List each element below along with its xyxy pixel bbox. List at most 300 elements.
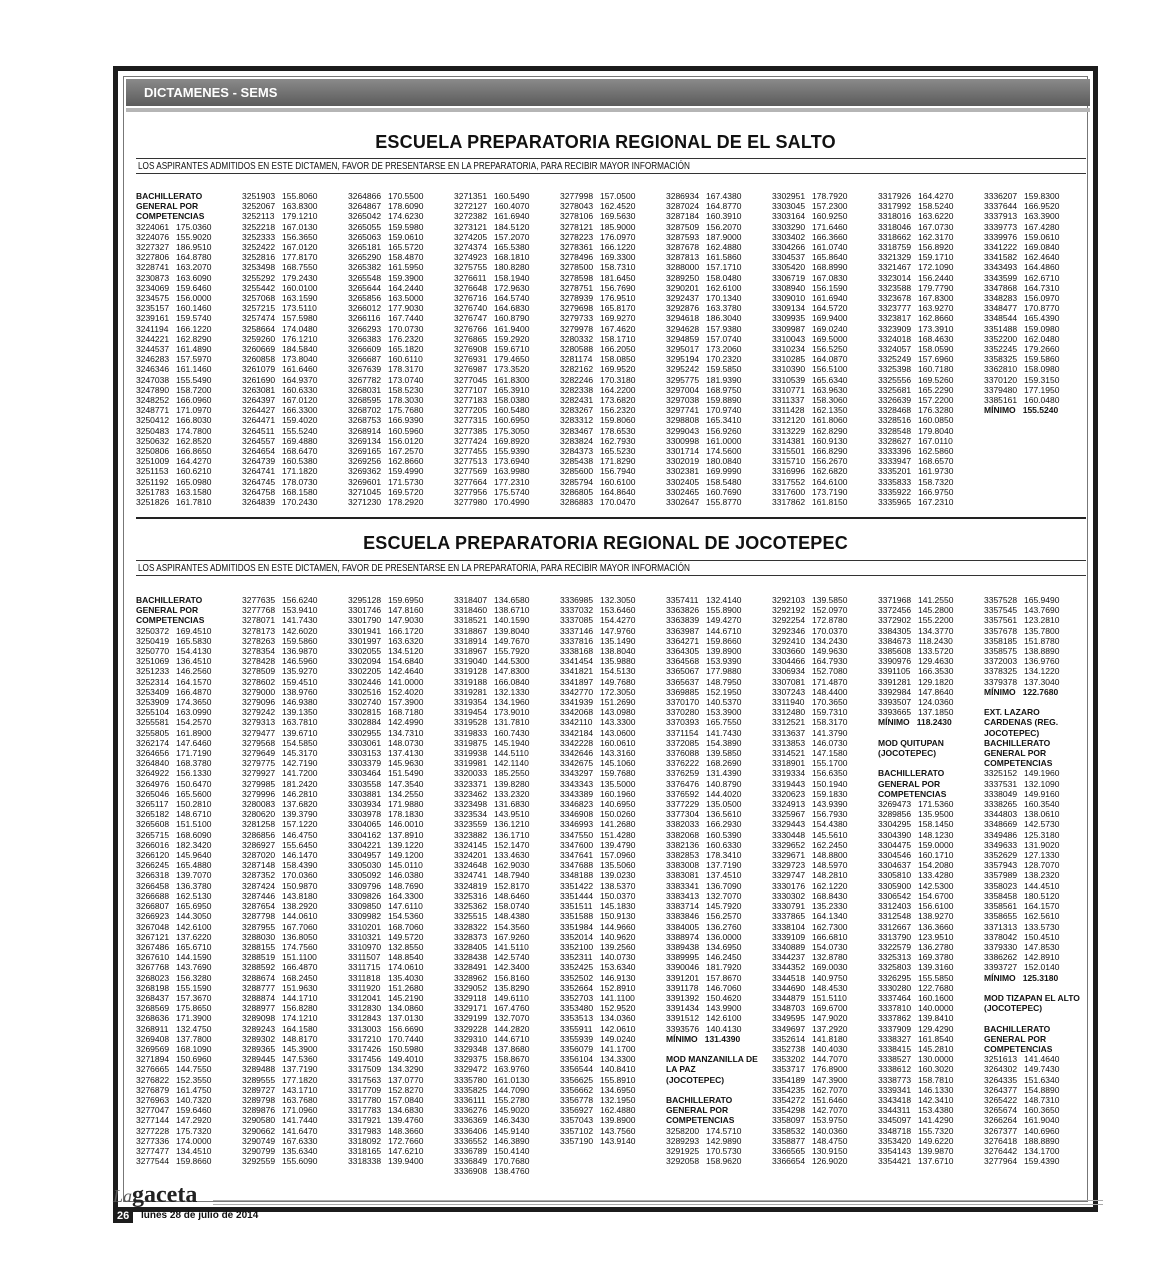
result-row: 3339773 167.4280 bbox=[984, 221, 1060, 232]
result-row: 3307081 171.4870 bbox=[772, 676, 848, 687]
result-row: 3354189 147.3900 bbox=[772, 1074, 848, 1085]
result-row: 3356544 140.8410 bbox=[560, 1064, 636, 1075]
result-row: 3277385 175.3050 bbox=[454, 425, 530, 436]
result-row: 3312548 138.9270 bbox=[878, 911, 954, 922]
result-row: 3383846 156.2570 bbox=[666, 911, 742, 922]
result-row: 3318759 156.8920 bbox=[878, 242, 954, 253]
result-row: 3318046 167.0730 bbox=[878, 221, 954, 232]
result-row: 3312830 134.0860 bbox=[348, 1003, 424, 1014]
result-row: 3385608 133.5720 bbox=[878, 646, 954, 657]
result-row: 3337644 166.9520 bbox=[984, 201, 1060, 212]
results-column bbox=[348, 191, 454, 507]
result-row: 3310285 164.0870 bbox=[772, 354, 848, 365]
result-row: 3277424 169.8920 bbox=[454, 435, 530, 446]
result-row: 3323817 162.8660 bbox=[878, 313, 954, 324]
result-row: 3303558 147.3540 bbox=[348, 778, 424, 789]
result-row: 3337909 129.4290 bbox=[878, 1023, 954, 1034]
result-row: 3318165 147.6210 bbox=[348, 1145, 424, 1156]
notice-banner bbox=[136, 158, 1086, 174]
result-row: 3305420 168.8990 bbox=[772, 262, 848, 273]
result-row: 3303660 149.9630 bbox=[772, 646, 848, 657]
result-row: 3348669 142.5730 bbox=[984, 819, 1060, 830]
result-row: 3383714 145.7920 bbox=[666, 901, 742, 912]
result-row: 3286805 164.8640 bbox=[560, 486, 636, 497]
result-row: 3305810 133.4280 bbox=[878, 870, 954, 881]
result-row: 3344311 153.4380 bbox=[878, 1105, 954, 1116]
result-row: 3347688 135.5060 bbox=[560, 860, 636, 871]
result-row: 3266016 182.3420 bbox=[136, 839, 212, 850]
result-row: 3282246 170.3180 bbox=[560, 374, 636, 385]
result-row: 3261690 164.9370 bbox=[242, 374, 318, 385]
result-row: 3391178 146.7060 bbox=[666, 982, 742, 993]
result-row: 3276740 164.6830 bbox=[454, 303, 530, 314]
result-row: 3338327 161.8540 bbox=[878, 1033, 954, 1044]
result-row: 3305030 145.0110 bbox=[348, 860, 423, 871]
result-row: 3279649 145.3170 bbox=[242, 748, 318, 759]
program-heading: GENERAL POR bbox=[136, 605, 199, 616]
result-row: 3378042 150.4510 bbox=[984, 931, 1060, 942]
result-row: 3279242 139.1350 bbox=[242, 707, 318, 718]
result-row: 3292410 134.2430 bbox=[772, 635, 848, 646]
result-row: 3317926 164.4270 bbox=[878, 191, 954, 201]
result-row: 3358561 164.1570 bbox=[984, 901, 1060, 912]
result-row: 3319528 131.7810 bbox=[454, 717, 530, 728]
result-row: 3348718 155.7320 bbox=[878, 1125, 954, 1136]
result-row: 3335922 166.9750 bbox=[878, 486, 954, 497]
result-row: 3351588 150.9130 bbox=[560, 911, 636, 922]
school-section-el-salto bbox=[124, 132, 1087, 153]
result-row: 3323014 156.2440 bbox=[878, 272, 954, 283]
result-row: 3391281 129.1820 bbox=[878, 676, 954, 687]
result-row: 3287184 160.3910 bbox=[666, 211, 742, 222]
result-row: 3266807 165.6950 bbox=[136, 901, 212, 912]
result-row: 3235157 160.1460 bbox=[136, 303, 212, 314]
result-row: 3250419 165.5830 bbox=[136, 635, 212, 646]
result-row: 3260858 173.8040 bbox=[242, 354, 318, 365]
result-row: 3286856 146.4750 bbox=[242, 829, 318, 840]
result-row: 3265042 174.6230 bbox=[348, 211, 424, 222]
result-row: 3323882 136.1710 bbox=[454, 829, 530, 840]
result-row: 3383081 137.4510 bbox=[666, 870, 742, 881]
result-row: 3319875 145.1940 bbox=[454, 737, 530, 748]
result-row: 3287798 144.0610 bbox=[242, 911, 318, 922]
result-row: 3339976 159.0610 bbox=[984, 231, 1060, 242]
result-row: 3319938 144.5110 bbox=[454, 748, 529, 759]
result-row: 3372902 155.2200 bbox=[878, 615, 954, 626]
result-row: 3365637 148.7950 bbox=[666, 676, 742, 687]
result-row: 3349697 137.2920 bbox=[772, 1023, 848, 1034]
result-row: 3303402 166.3660 bbox=[772, 231, 848, 242]
program-heading: (JOCOTEPEC) bbox=[666, 1074, 725, 1085]
result-row: 3376222 168.2690 bbox=[666, 758, 742, 769]
result-row: 3351488 159.0980 bbox=[984, 323, 1060, 334]
result-row: 3318338 139.9400 bbox=[348, 1156, 424, 1167]
result-row: 3379330 147.8530 bbox=[984, 941, 1060, 952]
result-row: 3234069 159.6460 bbox=[136, 282, 212, 293]
result-row: 3277768 153.9410 bbox=[242, 605, 318, 616]
result-row: 3265382 161.5950 bbox=[348, 262, 424, 273]
result-row: 3264976 150.6470 bbox=[136, 778, 212, 789]
result-row: 3372456 145.2800 bbox=[878, 605, 954, 616]
result-row: 3262174 147.6460 bbox=[136, 737, 212, 748]
result-row: 3239161 159.5740 bbox=[136, 313, 212, 324]
result-row: 3283824 162.7930 bbox=[560, 435, 636, 446]
result-row: 3316996 162.6820 bbox=[772, 466, 848, 477]
result-row: 3357678 135.7800 bbox=[984, 625, 1060, 636]
result-row: 3351422 138.5370 bbox=[560, 880, 636, 891]
result-row: 3269473 171.5360 bbox=[878, 799, 954, 810]
result-row: 3338049 149.9160 bbox=[984, 788, 1060, 799]
result-row: 3382136 160.6330 bbox=[666, 839, 742, 850]
results-column bbox=[772, 191, 878, 507]
result-row: 3287654 138.2920 bbox=[242, 901, 318, 912]
section-divider bbox=[136, 517, 1086, 519]
result-row: 3323371 139.8280 bbox=[454, 778, 530, 789]
result-row: 3336406 145.9140 bbox=[454, 1125, 530, 1136]
publication-date: lunes 28 de julio de 2014 bbox=[141, 1210, 259, 1221]
result-row: 3312480 159.7310 bbox=[772, 707, 848, 718]
result-row: 3269362 159.4990 bbox=[348, 466, 424, 477]
result-row: 3336276 145.9020 bbox=[454, 1105, 530, 1116]
result-row: 3264511 155.5240 bbox=[242, 425, 318, 436]
result-row: 3310234 156.5250 bbox=[772, 344, 848, 355]
result-row: 3313229 162.8290 bbox=[772, 425, 848, 436]
result-row: 3328438 142.5740 bbox=[454, 952, 530, 963]
result-row: 3317426 150.5980 bbox=[348, 1043, 424, 1054]
result-row: 3291925 170.5730 bbox=[666, 1145, 742, 1156]
result-row: 3329671 148.8800 bbox=[772, 850, 848, 861]
result-row: 3302516 152.4020 bbox=[348, 686, 424, 697]
result-row: 3269134 156.0120 bbox=[348, 435, 424, 446]
result-row: 3337810 140.0000 bbox=[878, 1003, 954, 1014]
result-row: 3279985 181.2420 bbox=[242, 778, 318, 789]
result-row: 3358325 159.5860 bbox=[984, 354, 1060, 365]
result-row: 3302955 134.7310 bbox=[348, 727, 424, 738]
page-number: 26 bbox=[113, 1209, 133, 1223]
result-row: 3325515 148.4380 bbox=[454, 911, 530, 922]
result-row: 3323588 179.7790 bbox=[878, 282, 954, 293]
result-row: 3276747 160.8790 bbox=[454, 313, 530, 324]
result-row: 3303153 137.4130 bbox=[348, 748, 424, 759]
result-row: 3354272 151.6460 bbox=[772, 1094, 848, 1105]
result-row: 3306542 154.6700 bbox=[878, 890, 954, 901]
result-row: 3319981 142.1140 bbox=[454, 758, 529, 769]
result-row: 3261079 161.6460 bbox=[242, 364, 318, 375]
result-row: 3353717 176.8900 bbox=[772, 1064, 848, 1075]
result-row: 3324648 162.9030 bbox=[454, 860, 530, 871]
result-row: 3302446 141.0000 bbox=[348, 676, 424, 687]
result-row: 3329375 158.8670 bbox=[454, 1054, 530, 1065]
result-row: 3287424 150.9870 bbox=[242, 880, 318, 891]
result-row: 3330791 135.2330 bbox=[772, 901, 848, 912]
program-heading: (JOCOTEPEC) bbox=[984, 1003, 1043, 1014]
result-row: 3317992 158.5240 bbox=[878, 201, 954, 212]
result-row: 3285600 156.7940 bbox=[560, 466, 636, 477]
result-row: 3277664 177.2310 bbox=[454, 476, 530, 487]
result-row: 3329747 148.2810 bbox=[772, 870, 848, 881]
result-row: 3279698 165.8170 bbox=[560, 303, 636, 314]
result-row: 3268911 132.4750 bbox=[136, 1023, 212, 1034]
result-row: 3285438 171.8290 bbox=[560, 456, 636, 467]
result-row: 3287593 187.9000 bbox=[666, 231, 742, 242]
result-row: 3251903 155.8060 bbox=[242, 191, 318, 201]
result-row: 3311428 162.1350 bbox=[772, 405, 848, 416]
result-row: 3277144 147.2920 bbox=[136, 1115, 212, 1126]
result-row: 3282338 164.2200 bbox=[560, 384, 636, 395]
result-row: 3276766 161.9400 bbox=[454, 323, 530, 334]
result-row: 3265055 159.5980 bbox=[348, 221, 424, 232]
result-row: 3290799 135.6340 bbox=[242, 1145, 318, 1156]
result-row: 3280620 139.3790 bbox=[242, 809, 318, 820]
result-row: 3357943 128.7070 bbox=[984, 860, 1060, 871]
result-row: 3251009 164.4270 bbox=[136, 456, 212, 467]
result-row: 3337865 164.1340 bbox=[772, 911, 848, 922]
result-row: 3302951 178.7920 bbox=[772, 191, 848, 201]
result-row: 3287352 170.0360 bbox=[242, 870, 318, 881]
result-row: 3379378 137.3040 bbox=[984, 676, 1060, 687]
results-column bbox=[666, 595, 772, 1177]
result-row: 3341821 154.5130 bbox=[560, 666, 636, 677]
result-row: 3363839 149.4270 bbox=[666, 615, 742, 626]
result-row: 3342184 143.0600 bbox=[560, 727, 636, 738]
result-row: 3358655 162.5610 bbox=[984, 911, 1060, 922]
page-frame-inner bbox=[123, 76, 1088, 1202]
result-row: 3279096 146.9380 bbox=[242, 697, 318, 708]
result-row: 3265046 165.5600 bbox=[136, 788, 212, 799]
result-row: 3346823 140.6950 bbox=[560, 799, 636, 810]
result-row: 3357528 165.9490 bbox=[984, 595, 1060, 605]
result-row: 3347868 164.7310 bbox=[984, 282, 1060, 293]
result-row: 3267610 144.1590 bbox=[136, 952, 212, 963]
result-row: 3288592 166.4870 bbox=[242, 962, 318, 973]
result-row: 3357043 139.8900 bbox=[560, 1115, 636, 1126]
result-row: 3318460 138.6710 bbox=[454, 605, 530, 616]
result-row: 3305900 142.5300 bbox=[878, 880, 954, 891]
result-row: 3267768 143.7690 bbox=[136, 962, 212, 973]
result-row: 3264866 170.5500 bbox=[348, 191, 424, 201]
program-heading: COMPETENCIAS bbox=[136, 211, 205, 222]
result-row: 3302405 158.5480 bbox=[666, 476, 742, 487]
result-row: 3304466 164.7930 bbox=[772, 656, 848, 667]
result-row: 3370170 140.5370 bbox=[666, 697, 742, 708]
minimum-score-row: MÍNIMO 125.3180 bbox=[984, 972, 1059, 983]
result-row: 3317600 173.7190 bbox=[772, 486, 848, 497]
result-row: 3304390 148.1230 bbox=[878, 829, 954, 840]
result-row: 3333396 162.5860 bbox=[878, 446, 954, 457]
result-row: 3292103 139.5850 bbox=[772, 595, 848, 605]
result-row: 3265290 158.4870 bbox=[348, 252, 424, 263]
result-row: 3250806 166.8650 bbox=[136, 446, 212, 457]
result-row: 3376592 144.4020 bbox=[666, 788, 742, 799]
minimum-score-row: MÍNIMO 155.5240 bbox=[984, 405, 1059, 416]
result-row: 3328468 176.3280 bbox=[878, 405, 954, 416]
result-row: 3344352 169.0030 bbox=[772, 962, 848, 973]
program-heading: BACHILLERATO bbox=[666, 1094, 733, 1105]
result-row: 3255104 163.0990 bbox=[136, 707, 212, 718]
result-row: 3278121 185.9000 bbox=[560, 221, 636, 232]
result-row: 3309010 161.6940 bbox=[772, 293, 848, 304]
result-row: 3264867 178.6090 bbox=[348, 201, 424, 212]
result-row: 3312521 158.3170 bbox=[772, 717, 848, 728]
result-row: 3285794 160.6100 bbox=[560, 476, 636, 487]
result-row: 3278602 159.4510 bbox=[242, 676, 318, 687]
result-row: 3317563 137.0770 bbox=[348, 1074, 424, 1085]
result-row: 3353420 149.6220 bbox=[878, 1135, 954, 1146]
result-row: 3278263 159.5860 bbox=[242, 635, 318, 646]
result-row: 3267377 140.6960 bbox=[984, 1125, 1060, 1136]
result-row: 3348283 156.0970 bbox=[984, 293, 1060, 304]
result-row: 3277336 174.0000 bbox=[136, 1135, 212, 1146]
notice-text: LOS ASPIRANTES ADMITIDOS EN ESTE DICTAMEN, FAVOR DE PRESENTARSE EN LA PREPARATORIA, PARA RECIBIR MAYOR INFORMACIÓN bbox=[138, 161, 690, 172]
result-row: 3251069 136.4510 bbox=[136, 656, 212, 667]
result-row: 3319128 147.8300 bbox=[454, 666, 530, 677]
result-row: 3347641 157.0960 bbox=[560, 850, 636, 861]
result-row: 3356662 134.6950 bbox=[560, 1084, 636, 1095]
result-row: 3351444 150.0370 bbox=[560, 890, 636, 901]
result-row: 3303061 148.0730 bbox=[348, 737, 424, 748]
result-row: 3260669 184.5840 bbox=[242, 344, 318, 355]
result-row: 3289293 142.9890 bbox=[666, 1135, 742, 1146]
result-row: 3341939 151.2690 bbox=[560, 697, 636, 708]
page-frame bbox=[113, 66, 1098, 1212]
program-heading: JOCOTEPEC) bbox=[984, 727, 1040, 738]
result-row: 3358097 153.9750 bbox=[772, 1115, 848, 1126]
result-row: 3264839 170.2430 bbox=[242, 497, 318, 508]
result-row: 3288030 136.8050 bbox=[242, 931, 318, 942]
result-row: 3347600 139.4790 bbox=[560, 839, 636, 850]
result-row: 3346908 150.0260 bbox=[560, 809, 636, 820]
result-row: 3279996 146.2810 bbox=[242, 788, 318, 799]
result-row: 3278428 146.5960 bbox=[242, 656, 318, 667]
result-row: 3290662 141.6470 bbox=[242, 1125, 318, 1136]
result-row: 3371968 141.2550 bbox=[878, 595, 954, 605]
result-row: 3338773 158.7810 bbox=[878, 1074, 954, 1085]
result-row: 3303881 134.2550 bbox=[348, 788, 424, 799]
result-row: 3324819 152.8170 bbox=[454, 880, 530, 891]
result-row: 3321329 159.1710 bbox=[878, 252, 954, 263]
result-row: 3343389 160.1960 bbox=[560, 788, 636, 799]
result-row: 3328373 167.9260 bbox=[454, 931, 530, 942]
result-row: 3363826 155.8900 bbox=[666, 605, 742, 616]
result-row: 3266116 167.7440 bbox=[348, 313, 424, 324]
result-row: 3370393 165.7550 bbox=[666, 717, 742, 728]
result-row: 3282431 173.6820 bbox=[560, 395, 636, 406]
result-row: 3302647 155.8770 bbox=[666, 497, 742, 508]
result-row: 3250412 166.8030 bbox=[136, 415, 212, 426]
result-row: 3277980 170.4990 bbox=[454, 497, 530, 508]
result-row: 3344518 140.9750 bbox=[772, 972, 848, 983]
result-row: 3287446 143.8180 bbox=[242, 890, 318, 901]
program-heading: COMPETENCIAS bbox=[984, 1043, 1053, 1054]
result-row: 3354235 162.7070 bbox=[772, 1084, 848, 1095]
result-row: 3358185 151.8780 bbox=[984, 635, 1060, 646]
result-row: 3267782 173.0740 bbox=[348, 374, 424, 385]
result-row: 3279000 138.9760 bbox=[242, 686, 318, 697]
result-row: 3310771 163.9630 bbox=[772, 384, 848, 395]
program-heading: GENERAL POR bbox=[984, 1033, 1047, 1044]
program-heading: (JOCOTEPEC) bbox=[878, 748, 937, 759]
school-title: ESCUELA PREPARATORIA REGIONAL DE EL SALTO bbox=[375, 132, 836, 152]
result-row: 3264656 171.7190 bbox=[136, 748, 212, 759]
result-row: 3289445 147.5360 bbox=[242, 1054, 318, 1065]
result-row: 3277183 158.0380 bbox=[454, 395, 530, 406]
result-row: 3337464 160.1600 bbox=[878, 992, 954, 1003]
result-row: 3370280 153.3900 bbox=[666, 707, 742, 718]
result-row: 3274923 168.1810 bbox=[454, 252, 530, 263]
result-row: 3266264 161.9040 bbox=[984, 1115, 1060, 1126]
result-row: 3313003 156.6690 bbox=[348, 1023, 424, 1034]
result-row: 3324741 148.7940 bbox=[454, 870, 530, 881]
result-row: 3317456 149.4010 bbox=[348, 1054, 424, 1065]
result-row: 3287148 158.4390 bbox=[242, 860, 318, 871]
result-row: 3319281 132.1330 bbox=[454, 686, 530, 697]
result-row: 3365067 177.9880 bbox=[666, 666, 742, 677]
result-row: 3384005 136.2760 bbox=[666, 921, 742, 932]
result-row: 3246346 161.1460 bbox=[136, 364, 212, 375]
result-row: 3312843 137.0130 bbox=[348, 1013, 424, 1024]
result-row: 3224061 175.0360 bbox=[136, 221, 212, 232]
result-row: 3323777 163.9270 bbox=[878, 303, 954, 314]
result-row: 3264654 168.6470 bbox=[242, 446, 318, 457]
result-row: 3337032 153.6460 bbox=[560, 605, 636, 616]
result-row: 3264335 151.6340 bbox=[984, 1074, 1060, 1085]
result-row: 3265608 151.5100 bbox=[136, 819, 212, 830]
result-row: 3252113 179.1210 bbox=[242, 211, 318, 222]
result-row: 3297004 168.9750 bbox=[666, 384, 742, 395]
result-row: 3276987 173.3520 bbox=[454, 364, 530, 375]
result-row: 3266293 170.0730 bbox=[348, 323, 424, 334]
result-row: 3252067 163.8300 bbox=[242, 201, 318, 212]
result-row: 3264840 168.3780 bbox=[136, 758, 212, 769]
result-row: 3266318 139.7070 bbox=[136, 870, 212, 881]
result-row: 3324145 152.1470 bbox=[454, 839, 530, 850]
result-row: 3289365 145.3900 bbox=[242, 1043, 318, 1054]
result-row: 3283312 159.8060 bbox=[560, 415, 636, 426]
result-row: 3384673 118.2430 bbox=[878, 635, 953, 646]
result-row: 3275755 180.8280 bbox=[454, 262, 530, 273]
program-heading: LA PAZ bbox=[666, 1064, 696, 1075]
result-row: 3329348 137.8680 bbox=[454, 1043, 530, 1054]
result-row: 3339109 166.6810 bbox=[772, 931, 848, 942]
result-row: 3278106 169.5630 bbox=[560, 211, 636, 222]
result-row: 3248252 166.0960 bbox=[136, 395, 212, 406]
result-row: 3363987 144.6710 bbox=[666, 625, 742, 636]
result-row: 3278361 166.1220 bbox=[560, 242, 636, 253]
result-row: 3292437 170.1340 bbox=[666, 293, 742, 304]
result-row: 3277956 175.5740 bbox=[454, 486, 530, 497]
result-row: 3264758 168.1580 bbox=[242, 486, 318, 497]
result-row: 3302740 157.3900 bbox=[348, 697, 424, 708]
result-row: 3352100 139.2560 bbox=[560, 941, 636, 952]
result-row: 3250770 154.4130 bbox=[136, 646, 212, 657]
result-row: 3277964 159.4390 bbox=[984, 1156, 1060, 1167]
result-row: 3303290 171.6460 bbox=[772, 221, 848, 232]
result-row: 3253409 166.4870 bbox=[136, 686, 212, 697]
result-row: 3335833 158.7320 bbox=[878, 476, 954, 487]
result-row: 3259260 176.1210 bbox=[242, 333, 318, 344]
result-row: 3276879 161.4750 bbox=[136, 1084, 212, 1095]
result-row: 3278354 136.9870 bbox=[242, 646, 318, 657]
result-row: 3276418 188.8890 bbox=[984, 1135, 1060, 1146]
result-row: 3315501 166.8290 bbox=[772, 446, 848, 457]
result-row: 3309134 164.5720 bbox=[772, 303, 848, 314]
result-row: 3343418 142.3410 bbox=[878, 1094, 954, 1105]
minimum-score-row: MÍNIMO 118.2430 bbox=[878, 717, 952, 728]
result-row: 3279927 141.7200 bbox=[242, 768, 318, 779]
result-row: 3342228 160.0610 bbox=[560, 737, 636, 748]
result-row: 3355939 149.0240 bbox=[560, 1033, 636, 1044]
result-row: 3269569 168.1090 bbox=[136, 1043, 212, 1054]
